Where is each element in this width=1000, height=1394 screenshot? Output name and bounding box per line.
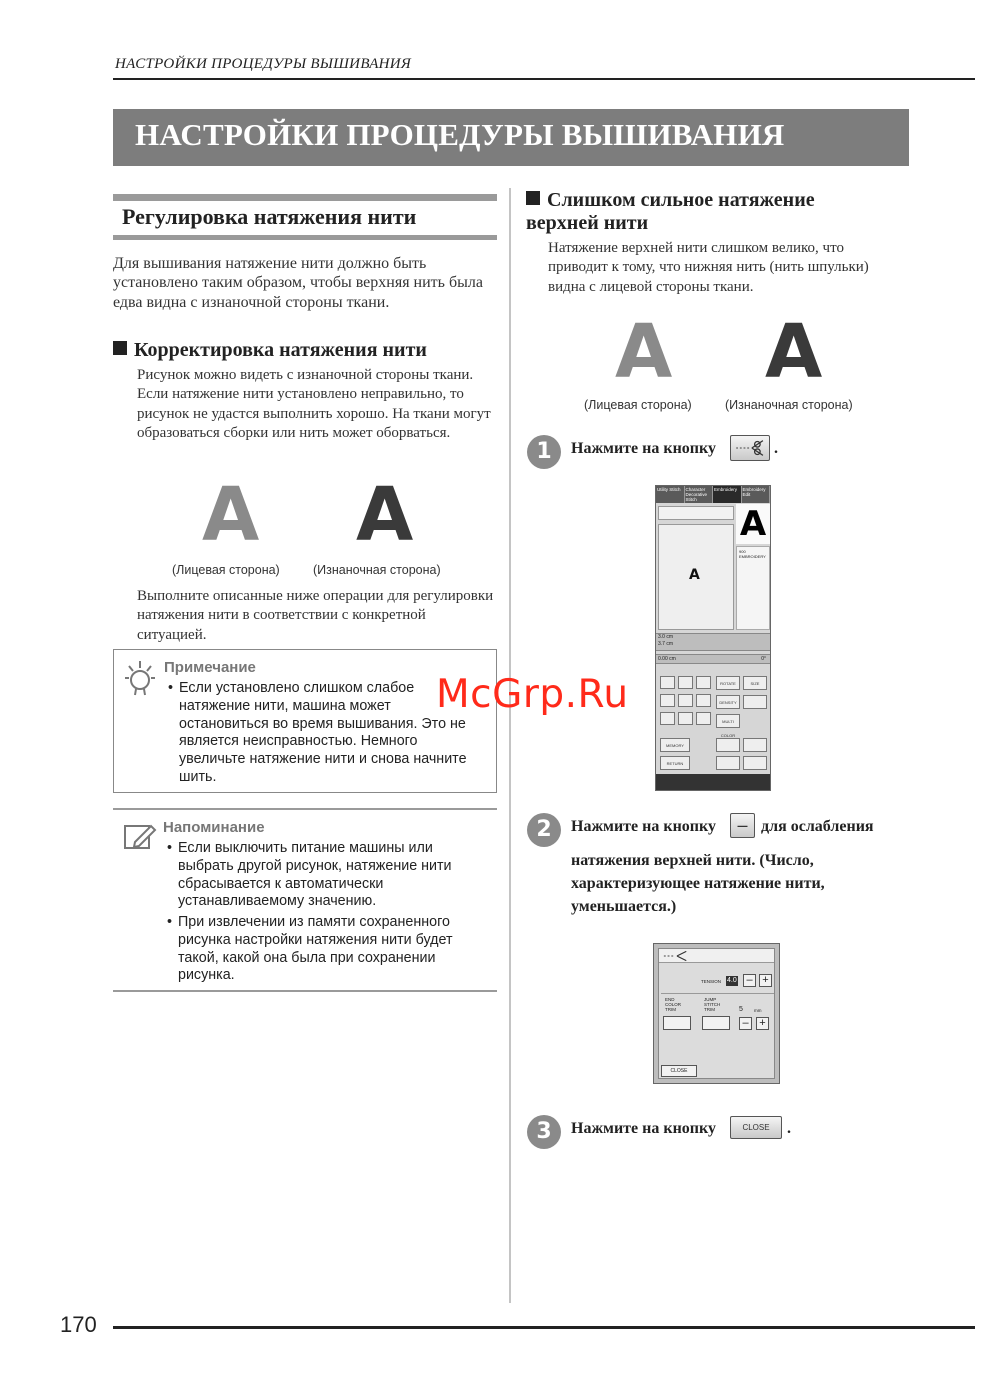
tension-value: 4.0 [727, 977, 737, 984]
square-bullet-icon [526, 191, 540, 205]
arrow-down-right-button[interactable] [696, 712, 711, 725]
size-bar [656, 633, 770, 651]
step-text: Нажмите на кнопку [571, 818, 716, 835]
arrow-down-left-button[interactable] [660, 712, 675, 725]
step-number: 1 [527, 435, 561, 469]
step-number: 3 [527, 1115, 561, 1149]
too-tight-paragraph: Натяжение верхней нити слишком велико, что приводит к тому, что нижняя нить (нить шпульки) видна с лицевой стороны ткани. [548, 240, 869, 295]
start-point-button[interactable] [716, 756, 740, 770]
section-title: Регулировка натяжения нити [122, 204, 417, 229]
tension-plus-button[interactable]: + [759, 974, 772, 987]
jump-plus-button[interactable]: + [756, 1017, 769, 1030]
jump-value: 5 [739, 1006, 743, 1013]
arrow-right-button[interactable] [696, 694, 711, 707]
arrow-up-button[interactable] [678, 676, 693, 689]
note-box [113, 649, 497, 793]
panel-close-button[interactable]: CLOSE [661, 1065, 697, 1077]
header-rule [113, 78, 975, 80]
sub-heading-correction [113, 339, 497, 362]
scissors-thread-icon [731, 436, 769, 460]
thread-tension-button[interactable] [730, 435, 770, 461]
reminder-item-text: При извлечении из памяти сохраненного рисунка настройки натяжения нити будет такой, какой она была при сохранении рисунка. [178, 914, 453, 984]
page-number: 170 [60, 1312, 97, 1337]
tension-panel [653, 943, 780, 1084]
intro-paragraph: Для вышивания натяжение нити должно быть установлено таким образом, чтобы верхняя нить была едва видна с изнаночной стороны ткани. [113, 255, 483, 311]
step-text: Нажмите на кнопку [571, 1120, 716, 1137]
sub-heading-text: Слишком сильное натяжение верхней нити [526, 189, 815, 234]
lightbulb-icon [124, 658, 160, 698]
return-button[interactable]: RETURN [660, 756, 690, 770]
tab-embroidery[interactable]: Embroidery [713, 486, 742, 503]
angle-value: 0° [761, 656, 766, 662]
section-heading [113, 194, 497, 242]
section-rule-bottom [113, 235, 497, 240]
sample-letter-back: A [765, 309, 823, 395]
footer-rule [113, 1326, 975, 1329]
jump-minus-button[interactable]: – [739, 1017, 752, 1030]
page-title: НАСТРОЙКИ ПРОЦЕДУРЫ ВЫШИВАНИЯ [135, 117, 785, 152]
pattern-thumbnail: A [736, 504, 770, 544]
tab-utility-stitch[interactable]: Utility Stitch [656, 486, 685, 503]
bullet: • [167, 840, 173, 856]
tab-character-stitch[interactable]: Character Decorative Stitch [685, 486, 714, 503]
screen-footer [656, 774, 770, 790]
caption-back: (Изнаночная сторона) [725, 398, 853, 412]
panel-divider [661, 993, 774, 994]
reminder-item-text: Если выключить питание машины или выбрать другой рисунок, натяжение нити сбрасывается к автоматически устанавливаемому значению. [178, 840, 452, 910]
reminder-box [113, 808, 497, 992]
screen-tabs [656, 486, 770, 503]
sample-letter-front: A [202, 472, 260, 558]
size-button[interactable]: SIZE [743, 676, 767, 690]
position-value: 0.00 cm [658, 656, 676, 662]
preview-letter: A [689, 567, 700, 583]
scissors-thread-icon [662, 950, 690, 962]
center-button[interactable] [678, 694, 693, 707]
caption-front: (Лицевая сторона) [172, 563, 280, 577]
caption-back: (Изнаночная сторона) [313, 563, 441, 577]
position-bar [656, 654, 770, 664]
arrow-down-button[interactable] [678, 712, 693, 725]
reminder-title: Напоминание [163, 819, 265, 836]
tension-panel-inner [658, 948, 775, 1079]
section-rule-top [113, 194, 497, 201]
end-color-trim-button[interactable] [663, 1016, 691, 1030]
after-paragraph: Выполните описанные ниже операции для регулировки натяжения нити в соответствии с конкретной ситуацией. [137, 588, 494, 643]
bullet: • [168, 680, 174, 696]
tension-minus-button[interactable]: – [743, 974, 756, 987]
embroidery-area [658, 524, 734, 630]
machine-screen [655, 485, 771, 791]
sub-heading-text: Корректировка натяжения нити [134, 339, 427, 361]
sample-letter-front: A [615, 309, 673, 395]
reminder-item [167, 914, 490, 985]
column-divider [509, 188, 511, 1303]
size-height: 3.7 cm [658, 641, 674, 647]
sample-letter-back: A [356, 472, 414, 558]
tab-embroidery-edit[interactable]: Embroidery Edit [742, 486, 771, 503]
watermark: McGrp.Ru [436, 672, 629, 717]
note-title: Примечание [164, 659, 256, 676]
step-text-cont: для ослабления [761, 818, 874, 835]
running-header: НАСТРОЙКИ ПРОЦЕДУРЫ ВЫШИВАНИЯ [115, 56, 412, 72]
panel-title-bar [659, 949, 774, 963]
step-text-rest: натяжения верхней нити. (Число, характеризующее натяжение нити, уменьшается.) [571, 852, 825, 915]
reminder-item [167, 840, 490, 911]
step-period: . [774, 440, 778, 457]
minus-button[interactable]: – [730, 813, 755, 838]
thread-tension-screen-button[interactable] [716, 738, 740, 752]
jump-unit: mm [754, 1008, 762, 1013]
step-period: . [787, 1120, 791, 1137]
end-color-trim-label: END COLOR TRIM [665, 997, 682, 1012]
multi-color-button[interactable]: MULTI COLOR [716, 714, 740, 728]
tension-label: TENSION [701, 979, 722, 984]
stitch-length-button[interactable] [743, 738, 767, 752]
pencil-note-icon [123, 822, 157, 852]
title-banner [113, 109, 909, 166]
caption-front: (Лицевая сторона) [584, 398, 692, 412]
bullet: • [167, 914, 173, 930]
arrow-up-right-button[interactable] [696, 676, 711, 689]
status-bar [658, 506, 734, 520]
sub-heading-too-tight [526, 189, 856, 235]
trial-button[interactable] [743, 756, 767, 770]
step-text: Нажмите на кнопку [571, 440, 716, 457]
arrow-left-button[interactable] [660, 694, 675, 707]
thread-list: 900 EMBROIDERY [736, 546, 770, 630]
close-button[interactable]: CLOSE [730, 1116, 782, 1139]
jump-stitch-trim-label: JUMP STITCH TRIM [704, 997, 721, 1012]
memory-button[interactable]: MEMORY [660, 738, 690, 752]
jump-stitch-trim-button[interactable] [702, 1016, 730, 1030]
arrow-up-left-button[interactable] [660, 676, 675, 689]
square-bullet-icon [113, 341, 127, 355]
size-width: 3.0 cm [658, 634, 674, 640]
mirror-button[interactable] [743, 695, 767, 709]
step-number: 2 [527, 813, 561, 847]
rotate-button[interactable]: ROTATE [716, 676, 740, 690]
correction-paragraph: Рисунок можно видеть с изнаночной стороны ткани. Если натяжение нити установлено неправильно, то рисунок не удастся выполнить хорошо. На ткани могут образоваться сборки или нить может оборваться. [137, 367, 491, 441]
note-body: Если установлено слишком слабое натяжение нити, машина может остановиться во время вышивания. Это не является неисправностью. Немного увеличьте натяжение нити и снова начните шить. [179, 680, 467, 785]
density-button[interactable]: DENSITY [716, 695, 740, 709]
